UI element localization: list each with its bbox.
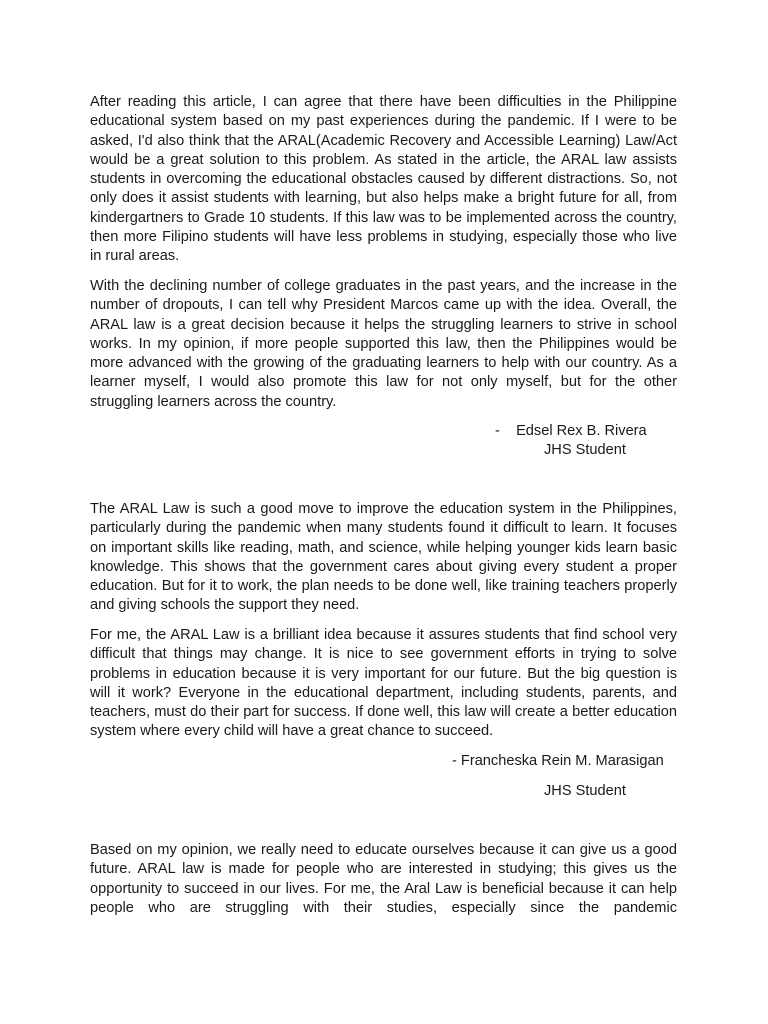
- essay3-paragraph-1: Based on my opinion, we really need to educate ourselves because it can give us a good future. ARAL law is made for people who are interested in studying; this gives us the opportunity to succeed in our lives. For me, the Aral Law is beneficial because it can help people who are struggling with their studies, especially since the pandemic: [90, 842, 677, 916]
- essay2-author: - Francheska Rein M. Marasigan: [452, 753, 664, 769]
- essay1-paragraph-2: With the declining number of college graduates in the past years, and the increase in the number of dropouts, I can tell why President Marcos came up with the idea. Overall, the ARAL law is a great decision because it helps the struggling learners to strive in school works. In my opinion, if more people supported this law, then the Philippines would be more advanced with the growing of the graduating learners to help with our country. As a learner myself, I would also promote this law for not only myself, but for the other struggling learners across the country.: [90, 278, 677, 410]
- essay2-paragraph-2: For me, the ARAL Law is a brilliant idea because it assures students that find school very difficult that things may change. It is nice to see government efforts in trying to solve problems in education because it is very important for our future. But the big question is will it work? Everyone in the educational department, including students, parents, and teachers, must do their part for success. If done well, this law will create a better education system where every child will have a great chance to succeed.: [90, 627, 677, 740]
- essay2-author-role: JHS Student: [544, 783, 626, 799]
- essay1-author: - Edsel Rex B. Rivera: [495, 423, 647, 439]
- essay1-paragraph-1: After reading this article, I can agree that there have been difficulties in the Philippine educational system based on my past experiences during the pandemic. If I were to be asked, I'd also think that the ARAL(Academic Recovery and Accessible Learning) Law/Act would be a great solution to this problem. As stated in the article, the ARAL law assists students in overcoming the educational obstacles caused by different distractions. So, not only does it assist students with learning, but also helps make a bright future for all, from kindergartners to Grade 10 students. If this law was to be implemented across the country, then more Filipino students will have less problems in studying, especially those who live in rural areas.: [90, 94, 677, 265]
- essay1-author-role: JHS Student: [544, 442, 626, 458]
- essay2-paragraph-1: The ARAL Law is such a good move to improve the education system in the Philippines, particularly during the pandemic when many students found it difficult to learn. It focuses on important skills like reading, math, and science, while helping younger kids learn basic knowledge. This shows that the government cares about giving every student a proper education. But for it to work, the plan needs to be done well, like training teachers properly and giving schools the support they need.: [90, 501, 677, 614]
